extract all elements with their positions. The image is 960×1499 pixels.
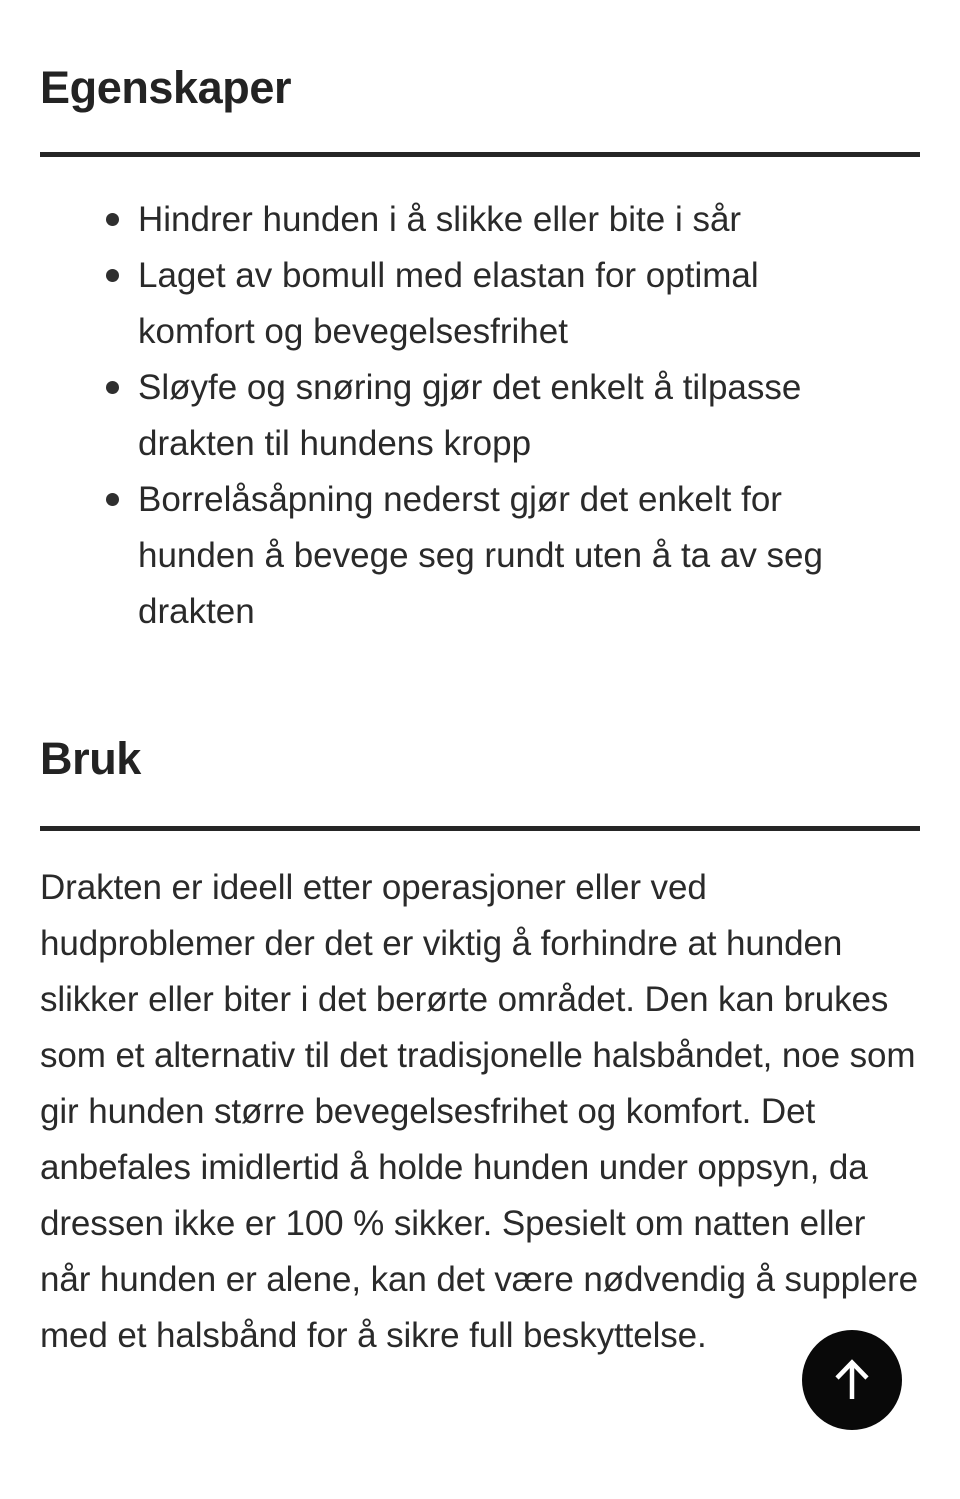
list-item-label: Laget av bomull med elastan for optimal komfort og bevegelsesfrihet (138, 256, 759, 351)
list-item (40, 248, 860, 360)
bullet-icon (106, 493, 119, 506)
list-item (40, 472, 860, 640)
arrow-up-icon (830, 1357, 874, 1403)
list-item-label: Sløyfe og snøring gjør det enkelt å tilpasse drakten til hundens kropp (138, 368, 802, 463)
usage-paragraph: Drakten er ideell etter operasjoner eller ved hudproblemer der det er viktig å forhindre at hunden slikker eller biter i det berørte området. Den kan brukes som et alternativ til det tradisjonelle halsbåndet, noe som gir hunden større bevegelsesfrihet og komfort. Det anbefales imidlertid å holde hunden under oppsyn, da dressen ikke er 100 % sikker. Spesielt om natten eller når hunden er alene, kan det være nødvendig å supplere med et halsbånd for å sikre full beskyttelse. (40, 868, 918, 1355)
features-heading: Egenskaper (40, 62, 292, 113)
list-item (40, 360, 860, 472)
bullet-icon (106, 269, 119, 282)
list-item-label: Borrelåsåpning nederst gjør det enkelt for hunden å bevege seg rundt uten å ta av seg drakten (138, 480, 823, 631)
usage-heading-divider (40, 826, 920, 831)
scroll-to-top-button[interactable] (802, 1330, 902, 1430)
list-item (40, 192, 860, 248)
usage-heading: Bruk (40, 733, 141, 784)
features-heading-divider (40, 152, 920, 157)
features-list (40, 192, 860, 640)
list-item-label: Hindrer hunden i å slikke eller bite i sår (138, 200, 742, 239)
bullet-icon (106, 213, 119, 226)
bullet-icon (106, 381, 119, 394)
